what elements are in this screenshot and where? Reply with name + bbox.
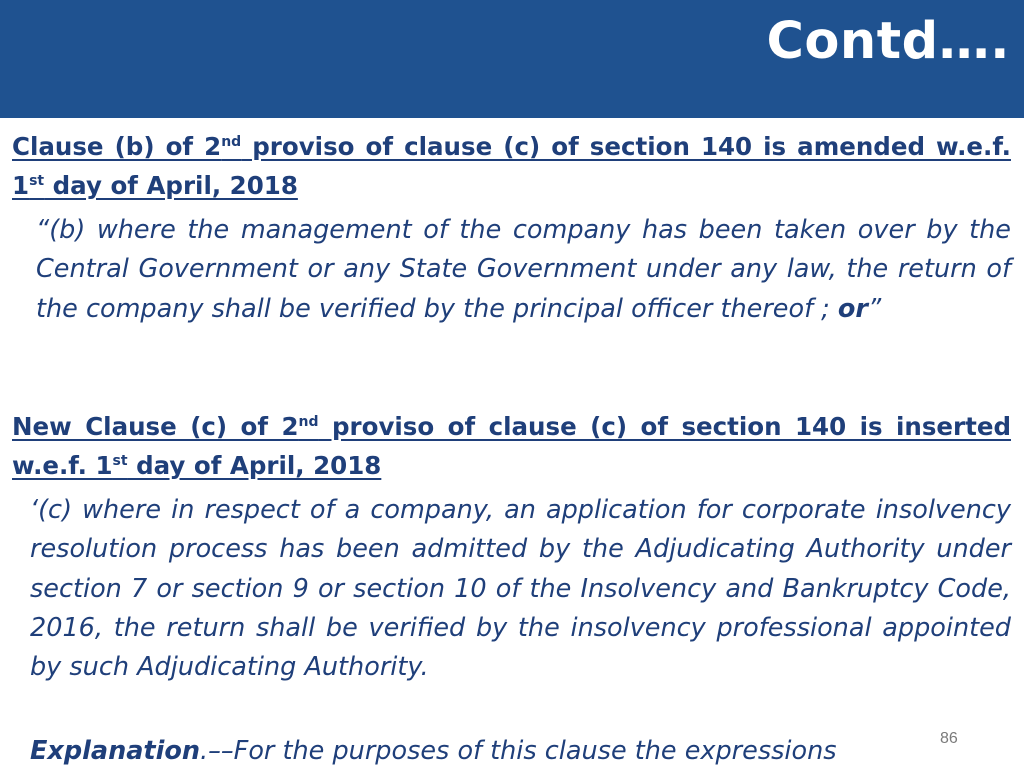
page-number: 86 [940, 730, 958, 747]
section1-quote [36, 211, 1011, 329]
section1-heading-sup-st: st [29, 173, 45, 189]
section2-heading-part-c: day of April, 2018 [127, 451, 382, 480]
section2-quote [30, 491, 1011, 687]
section1-heading-part-a: Clause (b) of 2 [12, 132, 222, 161]
section2-heading-sup-nd: nd [298, 414, 319, 430]
section1-quote-bold-or: or [837, 293, 868, 324]
section2-heading-part-a: New Clause (c) of 2 [12, 412, 299, 441]
section2-heading-part-b: proviso of clause (c) of section 140 is inserted w.e.f. 1 [12, 412, 1011, 480]
slide-header [0, 0, 1024, 118]
section1-quote-end: ” [867, 293, 882, 324]
explanation-label: Explanation [30, 736, 201, 766]
explanation-text: .––For the purposes of this clause the expressions [200, 736, 837, 766]
section2-heading-sup-st: st [112, 453, 128, 469]
section1-heading [12, 127, 1011, 205]
section1-heading-sup-nd: nd [221, 134, 242, 150]
section1-quote-text: “(b) where the management of the company has been taken over by the Central Government or any State Government under any law, the return of the company shall be verified by the principal officer thereof ; [36, 215, 1011, 324]
section1-heading-part-b: proviso of clause (c) of section 140 is amended w.e.f. 1 [12, 132, 1011, 200]
section2-explanation [30, 732, 1011, 771]
section2-quote-text: ‘(c) where in respect of a company, an application for corporate insolvency resolution process has been admitted by the Adjudicating Authority under section 7 or section 9 or section 10 of the Insolvency and Bankruptcy Code, 2016, the return shall be verified by the insolvency professional appointed by such Adjudicating Authority. [30, 495, 1011, 683]
section2-heading [12, 407, 1011, 485]
slide-title: Contd…. [766, 12, 1010, 71]
section1-heading-part-c: day of April, 2018 [44, 171, 298, 200]
